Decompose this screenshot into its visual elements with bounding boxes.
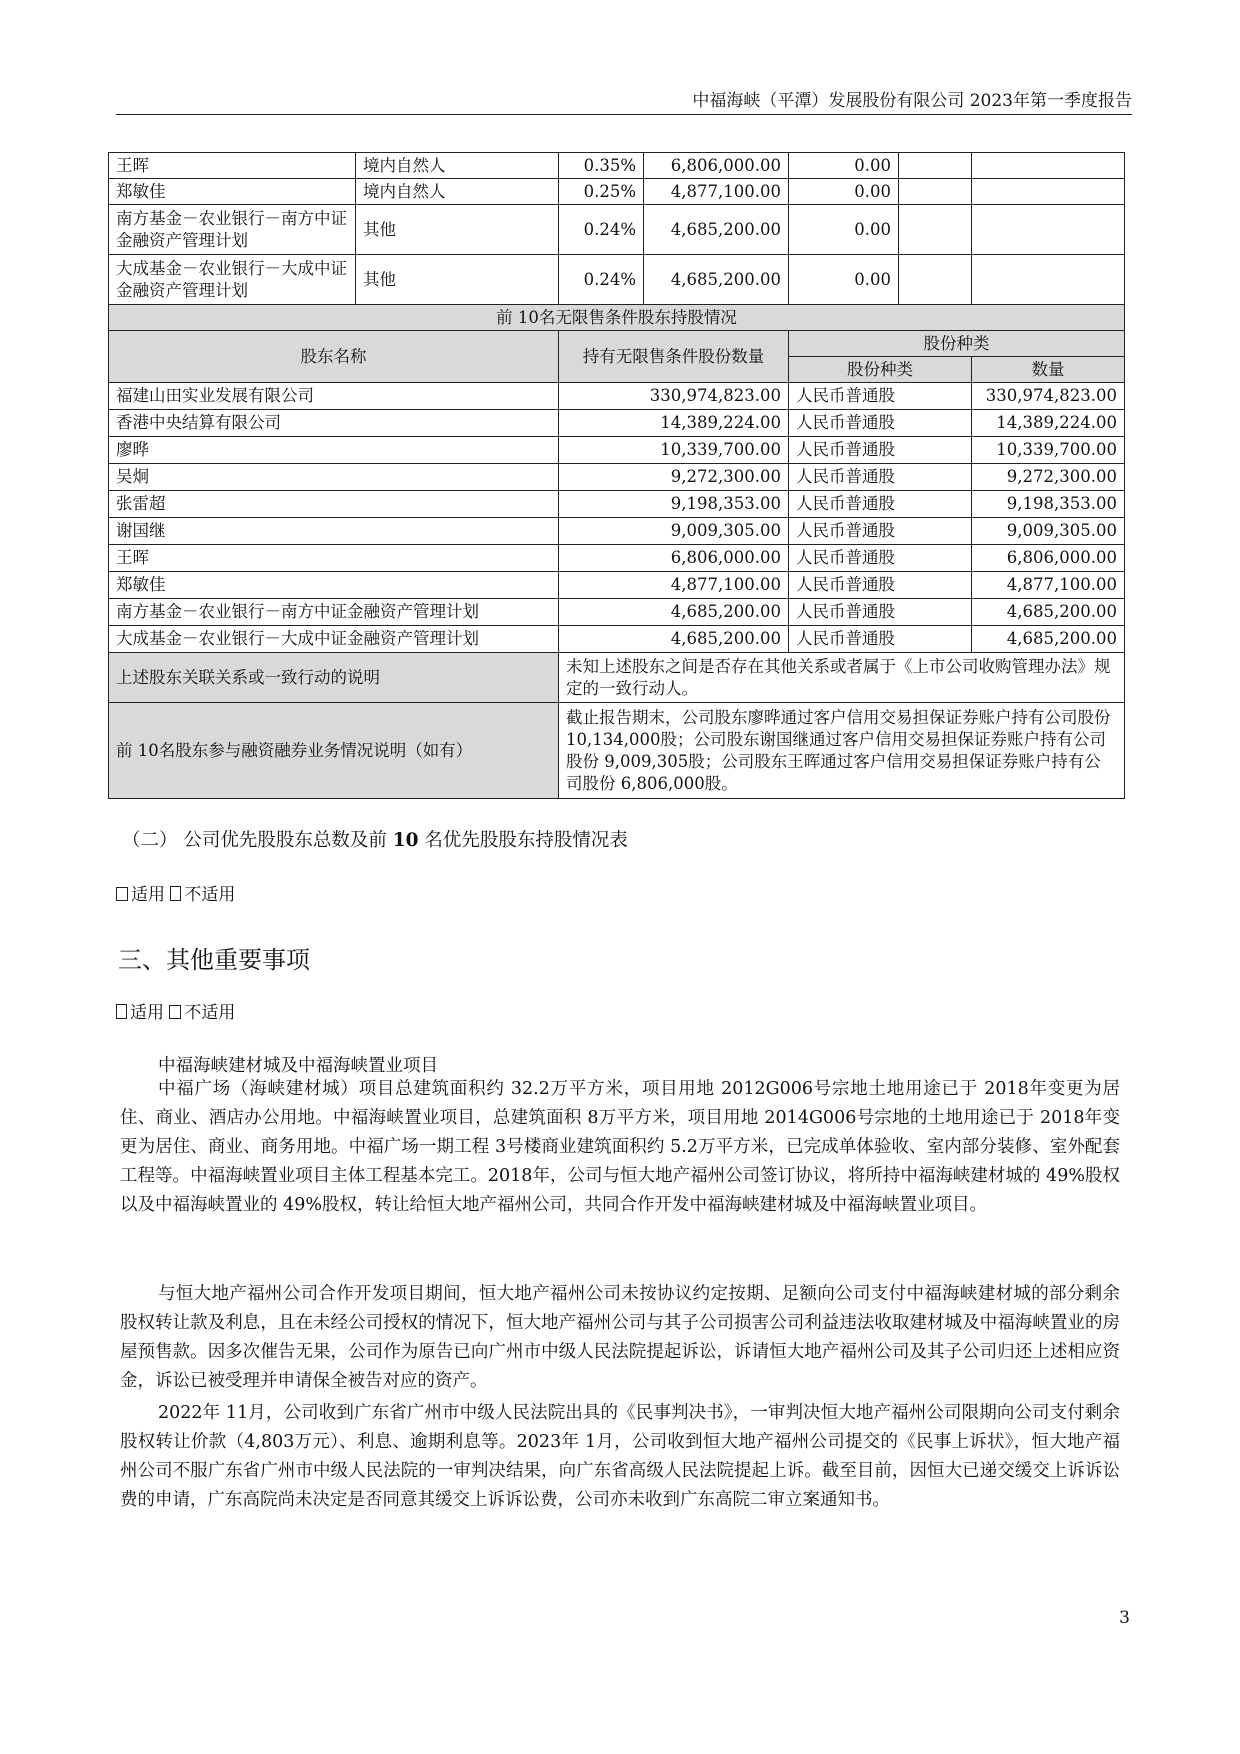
body-paragraph: 与恒大地产福州公司合作开发项目期间，恒大地产福州公司未按协议约定按期、足额向公司支付中福海峡建材城的部分剩余股权转让款及利息，且在未经公司授权的情况下，恒大地产福州公司与其子公司损害公司利益违法收取建材城及中福海峡置业的房屋预售款。因多次催告无果，公司作为原告已向广州市中级人民法院提起诉讼，诉请恒大地产福州公司及其子公司归还上述相应资金，诉讼已被受理并申请保全被告对应的资产。 [120, 1284, 1120, 1391]
table-row [109, 545, 1125, 572]
table-row [109, 572, 1125, 599]
section-title-row [109, 305, 1125, 331]
holder-pct: 0.25% [559, 179, 644, 205]
holder-name: 南方基金－农业银行－南方中证金融资产管理计划 [109, 205, 356, 255]
shareholder-table [108, 152, 1125, 799]
preferred-heading: （二） 公司优先股股东总数及前 10 名优先股股东持股情况表 [122, 830, 628, 851]
margin-label: 前 10名股东参与融资融券业务情况说明（如有） [109, 703, 559, 799]
holder-restricted: 0.00 [789, 179, 899, 205]
share-count: 9,009,305.00 [972, 518, 1125, 545]
holder-name: 吴炯 [109, 464, 559, 491]
holder-nature: 境内自然人 [356, 179, 559, 205]
share-type: 人民币普通股 [789, 545, 972, 572]
holder-shares: 4,685,200.00 [644, 205, 789, 255]
share-type: 人民币普通股 [789, 464, 972, 491]
holder-shares: 6,806,000.00 [644, 153, 789, 179]
holder-qty: 4,685,200.00 [559, 599, 789, 626]
holder-restricted: 0.00 [789, 205, 899, 255]
share-count: 4,877,100.00 [972, 572, 1125, 599]
section-heading: 三、其他重要事项 [118, 946, 310, 974]
holder-name: 王晖 [109, 545, 559, 572]
share-count: 9,272,300.00 [972, 464, 1125, 491]
table-row [109, 179, 1125, 205]
page-number: 3 [1119, 1608, 1130, 1628]
body-paragraph: 中福广场（海峡建材城）项目总建筑面积约 32.2万平方米，项目用地 2012G006号宗地土地用途已于 2018年变更为居住、商业、酒店办公用地。中福海峡置业项目，总建筑面积 8万平方米，项目用地 2014G006号宗地的土地用途已于 2018年变更为居住、商业、商务用地。中福广场一期工程 3号楼商业建筑面积约 5.2万平方米，已完成单体验收、室内部分装修、室外配套工程等。中福海峡置业项目主体工程基本完工。2018年，公司与恒大地产福州公司签订协议，将所持中福海峡建材城的 49%股权以及中福海峡置业的 49%股权，转让给恒大地产福州公司，共同合作开发中福海峡建材城及中福海峡置业项目。 [120, 1079, 1120, 1215]
checkbox-checked-icon[interactable] [170, 886, 181, 901]
table-row [109, 153, 1125, 179]
holder-shares: 4,877,100.00 [644, 179, 789, 205]
share-count: 330,974,823.00 [972, 383, 1125, 410]
holder-name: 大成基金－农业银行－大成中证金融资产管理计划 [109, 255, 356, 305]
margin-row [109, 703, 1125, 799]
table-row [109, 626, 1125, 653]
col-count-header: 数量 [972, 357, 1125, 383]
table-row [109, 255, 1125, 305]
table-row [109, 383, 1125, 410]
share-type: 人民币普通股 [789, 626, 972, 653]
header-row [109, 331, 1125, 357]
share-count: 4,685,200.00 [972, 626, 1125, 653]
share-type: 人民币普通股 [789, 572, 972, 599]
holder-shares: 4,685,200.00 [644, 255, 789, 305]
holder-restricted: 0.00 [789, 255, 899, 305]
share-count: 9,198,353.00 [972, 491, 1125, 518]
holder-nature: 其他 [356, 205, 559, 255]
preferred-applicability: 适用 不适用 [116, 880, 235, 905]
holder-qty: 6,806,000.00 [559, 545, 789, 572]
table-row [109, 205, 1125, 255]
share-type: 人民币普通股 [789, 491, 972, 518]
checkbox-unchecked-icon[interactable] [116, 887, 128, 901]
holder-name: 张雷超 [109, 491, 559, 518]
col-qty-header: 持有无限售条件股份数量 [559, 331, 789, 383]
relation-text: 未知上述股东之间是否存在其他关系或者属于《上市公司收购管理办法》规定的一致行动人。 [559, 653, 1125, 703]
col-type-header: 股份种类 [789, 357, 972, 383]
holder-nature: 境内自然人 [356, 153, 559, 179]
share-count: 10,339,700.00 [972, 437, 1125, 464]
holder-qty: 9,272,300.00 [559, 464, 789, 491]
holder-pct: 0.35% [559, 153, 644, 179]
holder-name: 郑敏佳 [109, 179, 356, 205]
holder-qty: 10,339,700.00 [559, 437, 789, 464]
checkbox-checked-icon[interactable] [116, 1004, 127, 1019]
share-count: 6,806,000.00 [972, 545, 1125, 572]
col-type-group-header: 股份种类 [789, 331, 1125, 357]
holder-nature: 其他 [356, 255, 559, 305]
table-row [109, 464, 1125, 491]
holder-pct: 0.24% [559, 205, 644, 255]
holder-restricted: 0.00 [789, 153, 899, 179]
holder-qty: 9,198,353.00 [559, 491, 789, 518]
unrestricted-title: 前 10名无限售条件股东持股情况 [109, 305, 1125, 331]
margin-text: 截止报告期末，公司股东廖晔通过客户信用交易担保证券账户持有公司股份 10,134,000股；公司股东谢国继通过客户信用交易担保证券账户持有公司股份 9,009,305股；公司股东王晖通过客户信用交易担保证券账户持有公司股份 6,806,000股。 [559, 703, 1125, 799]
table-row [109, 491, 1125, 518]
section3-applicability: 适用 不适用 [116, 998, 235, 1023]
relation-row [109, 653, 1125, 703]
table-row [109, 518, 1125, 545]
project-subtitle: 中福海峡建材城及中福海峡置业项目 [158, 1056, 438, 1076]
holder-name: 王晖 [109, 153, 356, 179]
holder-name: 大成基金－农业银行－大成中证金融资产管理计划 [109, 626, 559, 653]
holder-qty: 14,389,224.00 [559, 410, 789, 437]
table-row [109, 599, 1125, 626]
share-count: 4,685,200.00 [972, 599, 1125, 626]
holder-pct: 0.24% [559, 255, 644, 305]
page-header [116, 84, 1132, 115]
holder-name: 谢国继 [109, 518, 559, 545]
holder-qty: 4,685,200.00 [559, 626, 789, 653]
holder-name: 香港中央结算有限公司 [109, 410, 559, 437]
holder-qty: 330,974,823.00 [559, 383, 789, 410]
holder-name: 福建山田实业发展有限公司 [109, 383, 559, 410]
relation-label: 上述股东关联关系或一致行动的说明 [109, 653, 559, 703]
table-row [109, 410, 1125, 437]
header-title: 中福海峡（平潭）发展股份有限公司 2023年第一季度报告 [692, 91, 1132, 111]
share-type: 人民币普通股 [789, 410, 972, 437]
body-paragraph: 2022年 11月，公司收到广东省广州市中级人民法院出具的《民事判决书》，一审判决恒大地产福州公司限期向公司支付剩余股权转让价款（4,803万元）、利息、逾期利息等。2023年 1月，公司收到恒大地产福州公司提交的《民事上诉状》，恒大地产福州公司不服广东省广州市中级人民法院的一审判决结果，向广东省高级人民法院提起上诉。截至目前，因恒大已递交缓交上诉诉讼费的申请，广东高院尚未决定是否同意其缓交上诉诉讼费，公司亦未收到广东高院二审立案通知书。 [120, 1403, 1120, 1510]
share-type: 人民币普通股 [789, 383, 972, 410]
holder-name: 郑敏佳 [109, 572, 559, 599]
holder-qty: 9,009,305.00 [559, 518, 789, 545]
share-type: 人民币普通股 [789, 599, 972, 626]
col-name-header: 股东名称 [109, 331, 559, 383]
checkbox-unchecked-icon[interactable] [169, 1005, 181, 1019]
table-row [109, 437, 1125, 464]
share-count: 14,389,224.00 [972, 410, 1125, 437]
share-type: 人民币普通股 [789, 518, 972, 545]
holder-qty: 4,877,100.00 [559, 572, 789, 599]
holder-name: 廖晔 [109, 437, 559, 464]
share-type: 人民币普通股 [789, 437, 972, 464]
holder-name: 南方基金－农业银行－南方中证金融资产管理计划 [109, 599, 559, 626]
